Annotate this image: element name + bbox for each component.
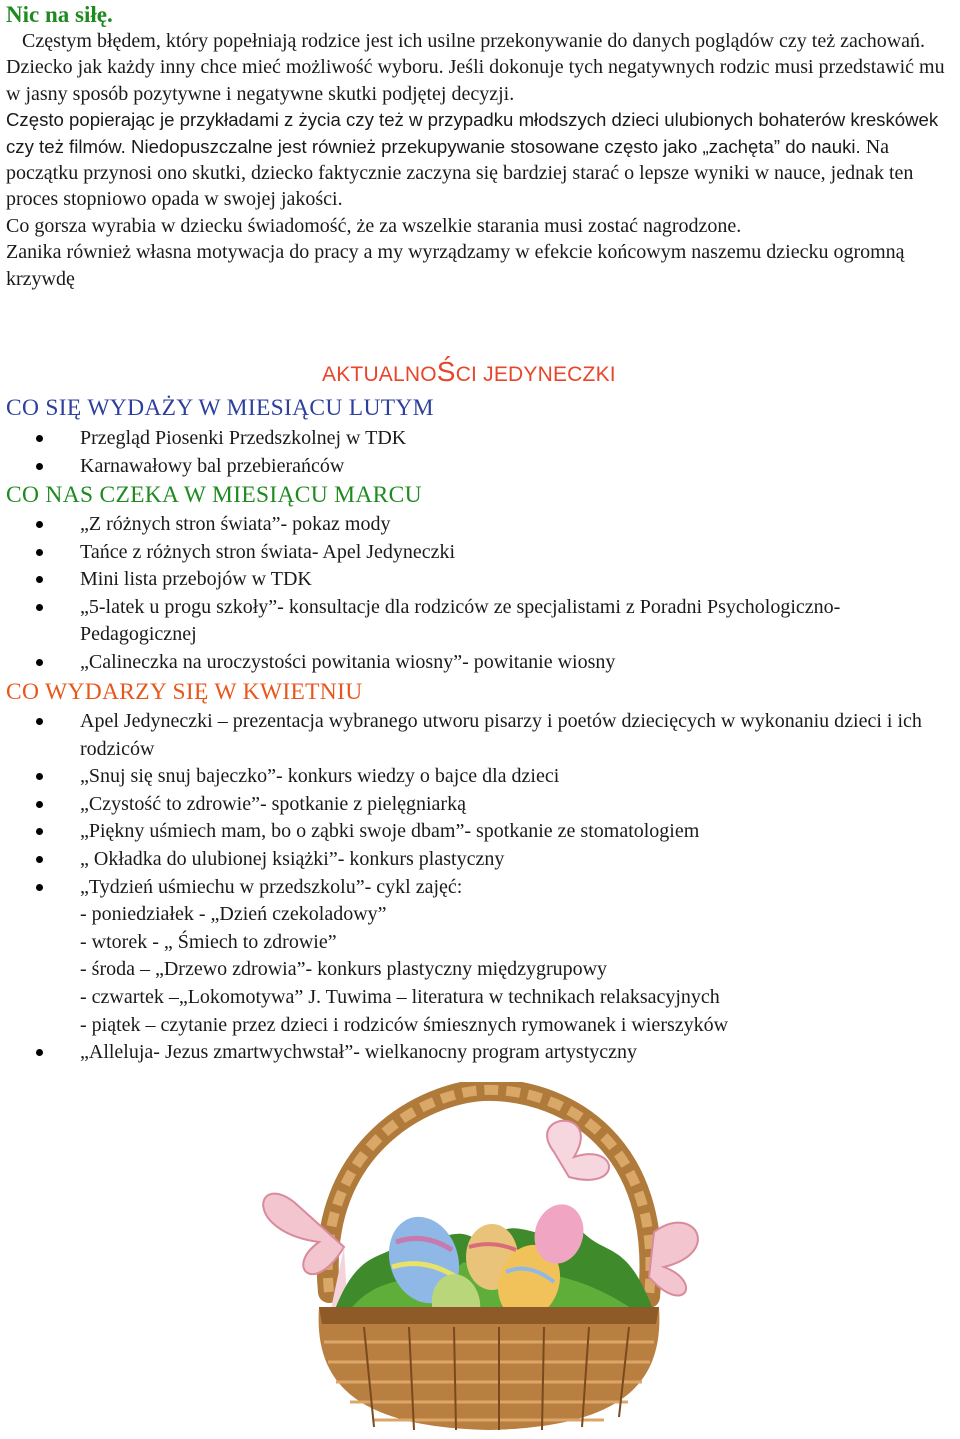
- intro-paragraph-4: Co gorsza wyrabia w dziecku świadomość, że za wszelkie starania musi zostać nagrodzone.: [6, 214, 742, 237]
- bullet-icon: [36, 801, 43, 808]
- week-day-thursday: - czwartek –„Lokomotywa” J. Tuwima – literatura w technikach relaksacyjnych: [80, 985, 720, 1008]
- intro-paragraph-2: Dziecko jak każdy inny chce mieć możliwość wyboru. Jeśli dokonuje tych negatywnych rodzic musi przedstawić mu w jasny sposób pozytywne i negatywne skutki podjętej decyzji.: [6, 56, 945, 105]
- intro-text: [6, 28, 958, 292]
- bullet-icon: [36, 884, 43, 891]
- bullet-icon: [36, 718, 43, 725]
- intro-paragraph-1: Częstym błędem, który popełniają rodzice jest ich usilne przekonywanie do danych poglądów czy też zachowań.: [22, 30, 926, 52]
- list-item: [6, 594, 956, 649]
- bullet-icon: [36, 576, 43, 583]
- list-item-text: „Snuj się snuj bajeczko”- konkurs wiedzy o bajce dla dzieci: [80, 765, 560, 788]
- list-item: [6, 649, 956, 677]
- list-item: [6, 846, 956, 874]
- bullet-icon: [36, 521, 43, 528]
- list-item-week: [6, 874, 956, 1040]
- bullet-icon: [36, 435, 43, 442]
- list-item: [6, 763, 956, 791]
- intro-paragraph-3: [6, 107, 958, 213]
- bullet-icon: [36, 773, 43, 780]
- news-heading-part2: CI JEDYNECZKI: [455, 363, 616, 386]
- list-item: [6, 708, 956, 763]
- list-item: [6, 1039, 956, 1067]
- list-item: [6, 539, 956, 567]
- list-item-text: „Alleluja- Jezus zmartwychwstał”- wielkanocny program artystyczny: [80, 1041, 638, 1064]
- list-item-text: Tańce z różnych stron świata- Apel Jedyneczki: [80, 540, 456, 563]
- page-title: Nic na siłę.: [6, 2, 113, 27]
- bullet-icon: [36, 549, 43, 556]
- news-heading-big-letter: Ś: [436, 356, 456, 387]
- news-heading-part1: AKTUALNO: [322, 363, 437, 386]
- week-day-wednesday: - środa – „Drzewo zdrowia”- konkurs plastyczny międzygrupowy: [80, 958, 608, 981]
- week-day-monday: - poniedziałek - „Dzień czekoladowy”: [80, 903, 387, 926]
- april-list: [6, 708, 956, 1067]
- march-heading: CO NAS CZEKA W MIESIĄCU MARCU: [6, 482, 422, 508]
- bullet-icon: [36, 1049, 43, 1056]
- intro-paragraph-5: Zanika również własna motywacja do pracy a my wyrządzamy w efekcie końcowym naszemu dziecku ogromną krzywdę: [6, 241, 905, 290]
- week-day-tuesday: - wtorek - „ Śmiech to zdrowie”: [80, 930, 337, 953]
- bullet-icon: [36, 856, 43, 863]
- april-heading: CO WYDARZY SIĘ W KWIETNIU: [6, 679, 363, 705]
- bullet-icon: [36, 604, 43, 611]
- intro-paragraph-3a: Często popierając je przykładami z życia czy też w przypadku młodszych dzieci ulubionych bohaterów kreskówek czy też filmów. Niedopuszczalne jest również przekupywanie stosowane często jako „zachęta” do nauki.: [6, 109, 939, 157]
- march-list: [6, 511, 956, 677]
- week-day-friday: - piątek – czytanie przez dzieci i rodziców śmiesznych rymowanek i wierszyków: [80, 1013, 729, 1036]
- list-item: [6, 566, 956, 594]
- list-item: [6, 791, 956, 819]
- list-item: [6, 511, 956, 539]
- february-heading: CO SIĘ WYDAŻY W MIESIĄCU LUTYM: [6, 395, 434, 421]
- week-intro: „Tydzień uśmiechu w przedszkolu”- cykl zajęć:: [80, 875, 463, 898]
- list-item: [6, 425, 956, 453]
- list-item: [6, 818, 956, 846]
- news-heading: [322, 356, 616, 388]
- list-item-text: Mini lista przebojów w TDK: [80, 568, 312, 591]
- list-item-text: Karnawałowy bal przebierańców: [80, 454, 345, 477]
- february-list: [6, 425, 956, 480]
- bullet-icon: [36, 828, 43, 835]
- list-item-text: „Calineczka na uroczystości powitania wiosny”- powitanie wiosny: [80, 650, 616, 673]
- intro-paragraph-3b: Na początku przynosi ono skutki, dziecko faktycznie zaczyna się bardziej starać o lepsze wyniki w nauce, jednak ten proces stopniowo opada w swojej jakości.: [6, 135, 914, 211]
- list-item-text: „Czystość to zdrowie”- spotkanie z pielęgniarką: [80, 792, 466, 815]
- list-item-text: „5-latek u progu szkoły”- konsultacje dla rodziców ze specjalistami z Poradni Psychologiczno- Pedagogicznej: [80, 595, 841, 646]
- bullet-icon: [36, 463, 43, 470]
- list-item: [6, 453, 956, 481]
- easter-basket-icon: [224, 1082, 754, 1434]
- list-item-text: Przegląd Piosenki Przedszkolnej w TDK: [80, 427, 407, 449]
- bullet-icon: [36, 659, 43, 666]
- list-item-text: Apel Jedyneczki – prezentacja wybranego utworu pisarzy i poetów dziecięcych w wykonaniu dzieci i ich rodziców: [80, 710, 922, 760]
- list-item-text: „ Okładka do ulubionej książki”- konkurs plastyczny: [80, 847, 505, 870]
- list-item-text: „Piękny uśmiech mam, bo o ząbki swoje dbam”- spotkanie ze stomatologiem: [80, 820, 700, 843]
- list-item-text: „Z różnych stron świata”- pokaz mody: [80, 513, 391, 535]
